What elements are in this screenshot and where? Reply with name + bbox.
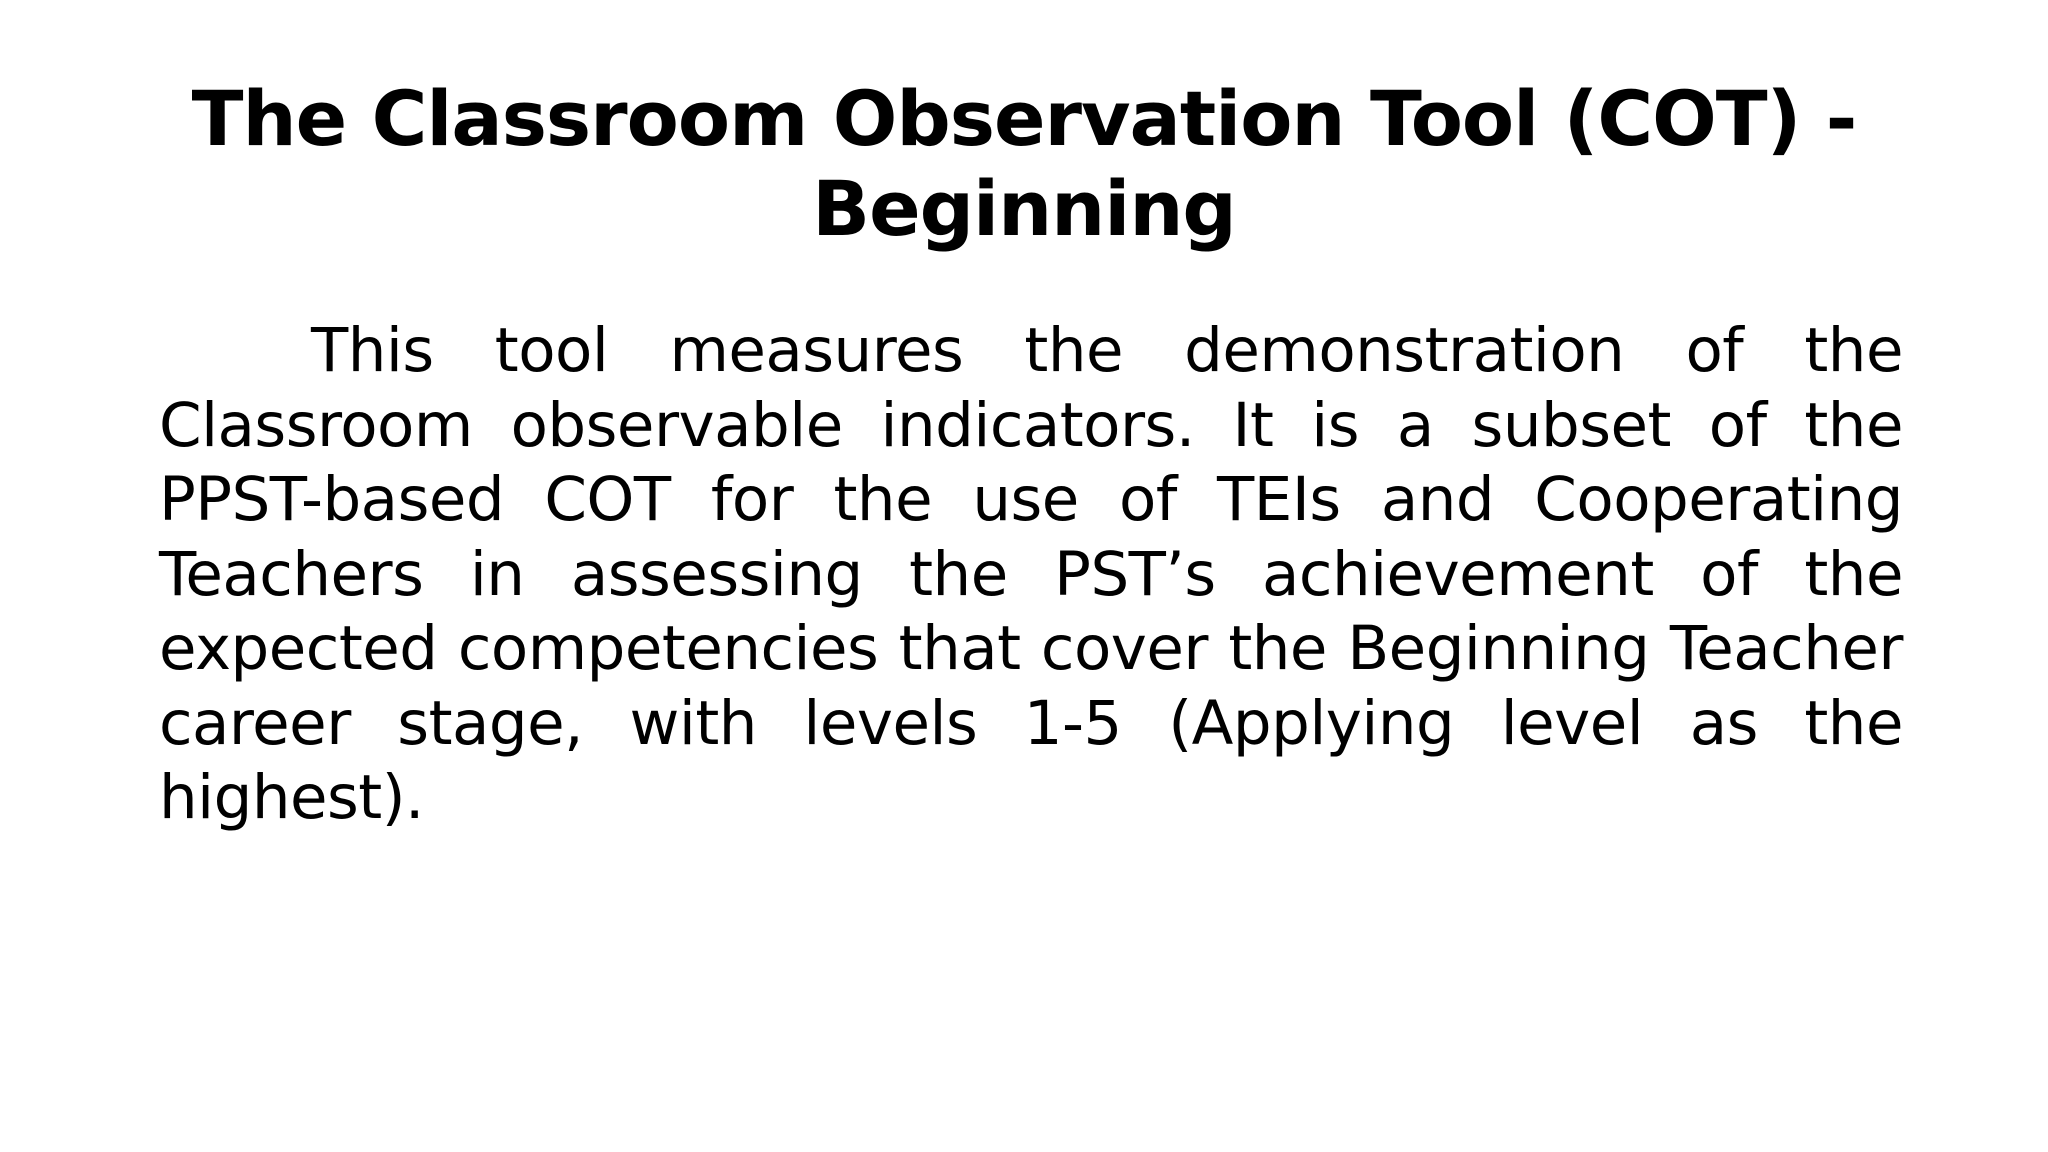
- slide-title-line-2: Beginning: [812, 164, 1236, 253]
- slide-title: [160, 74, 1888, 254]
- slide-body-paragraph: This tool measures the demonstration of the Classroom observable indicators. It is a subset of the PPST-based COT for the use of TEIs and Cooperating Teachers in assessing the PST’s achievement of the expected competencies that cover the Beginning Teacher career stage, with levels 1-5 (Applying level as the highest).: [159, 315, 1903, 833]
- slide-title-line-1: The Classroom Observation Tool (COT) -: [191, 74, 1857, 163]
